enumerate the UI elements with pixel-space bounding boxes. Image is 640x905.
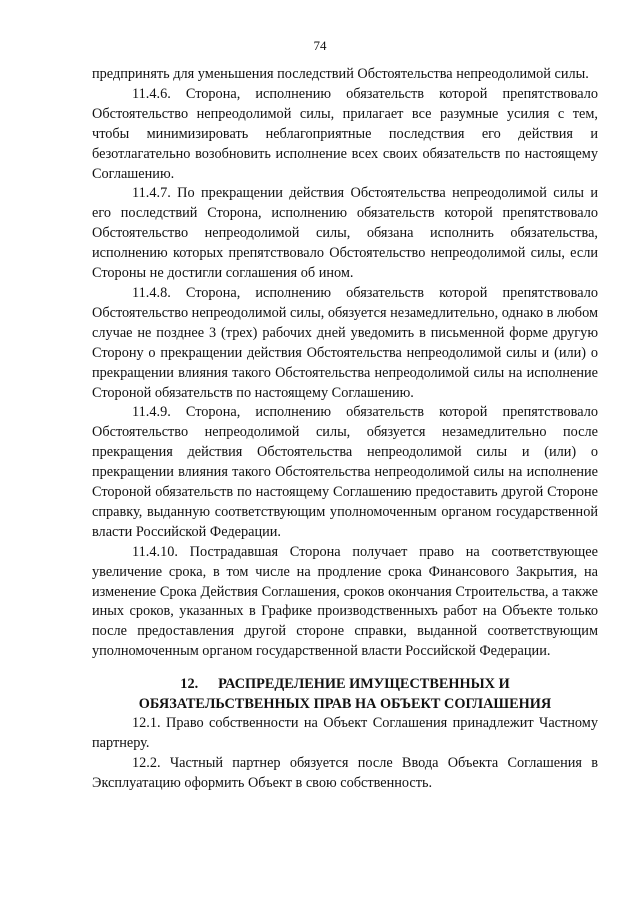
paragraph-continuation: предпринять для уменьшения последствий Обстоятельства непреодолимой силы. bbox=[92, 66, 589, 82]
paragraph-11-4-10: 11.4.10. Пострадавшая Сторона получает право на соответствующее увеличение срока, в том числе на продление срока Финансового Закрытия, на изменение Срока Действия Соглашения, сроков окончания Строительства, а также иных сроков, указанных в Графике производственныхъ работ на Объекте только после предоставления другой стороне справки, выданной соответствующим уполномоченным органом государственной власти Российской Федерации. bbox=[92, 543, 598, 660]
document-body bbox=[92, 65, 598, 794]
section-heading bbox=[92, 674, 598, 714]
paragraph-11-4-9: 11.4.9. Сторона, исполнению обязательств которой препятствовало Обстоятельство непреодолимой силы, обязуется незамедлительно после прекращения действия Обстоятельства непреодолимой силы и (или) о прекращении влияния такого Обстоятельства непреодолимой силы на исполнение Стороной обязательств по настоящему Соглашению предоставить другой Стороне справку, выданную соответствующим уполномоченным органом государственной власти Российской Федерации. bbox=[92, 404, 598, 540]
paragraph-11-4-8: 11.4.8. Сторона, исполнению обязательств которой препятствовало Обстоятельство непреодолимой силы, обязуется незамедлительно, однако в любом случае не позднее 3 (трех) рабочих дней уведомить в письменной форме другую Сторону о прекращении действия Обстоятельства непреодолимой силы и (или) о прекращении влияния такого Обстоятельства непреодолимой силы на исполнение Стороной обязательств по настоящему Соглашению. bbox=[92, 284, 599, 401]
paragraph-11-4-7: 11.4.7. По прекращении действия Обстоятельства непреодолимой силы и его последствий Сторона, исполнению обязательств которой препятствовало Обстоятельство непреодолимой силы, обязана исполнить обязательства, исполнению которых препятствовало Обстоятельство непреодолимой силы, если Стороны не достигли соглашения об ином. bbox=[92, 185, 598, 282]
section-title-line2: ОБЯЗАТЕЛЬСТВЕННЫХ ПРАВ НА ОБЪЕКТ СОГЛАШЕНИЯ bbox=[138, 696, 552, 713]
section-title-line1: РАСПРЕДЕЛЕНИЕ ИМУЩЕСТВЕННЫХ И bbox=[218, 676, 510, 693]
page-number: 74 bbox=[313, 38, 327, 53]
section-number: 12. bbox=[180, 676, 199, 693]
paragraph-12-2: 12.2. Частный партнер обязуется после Ввода Объекта Соглашения в Эксплуатацию оформить Объект в свою собственность. bbox=[92, 755, 598, 791]
section-heading-line1 bbox=[92, 674, 598, 694]
paragraph-11-4-6: 11.4.6. Сторона, исполнению обязательств которой препятствовало Обстоятельство непреодолимой силы, прилагает все разумные усилия с тем, чтобы минимизировать неблагоприятные последствия его действия и безотлагательно возобновить исполнение всех своих обязательств по настоящему Соглашению. bbox=[92, 85, 598, 182]
paragraph-12-1: 12.1. Право собственности на Объект Соглашения принадлежит Частному партнеру. bbox=[92, 715, 598, 752]
